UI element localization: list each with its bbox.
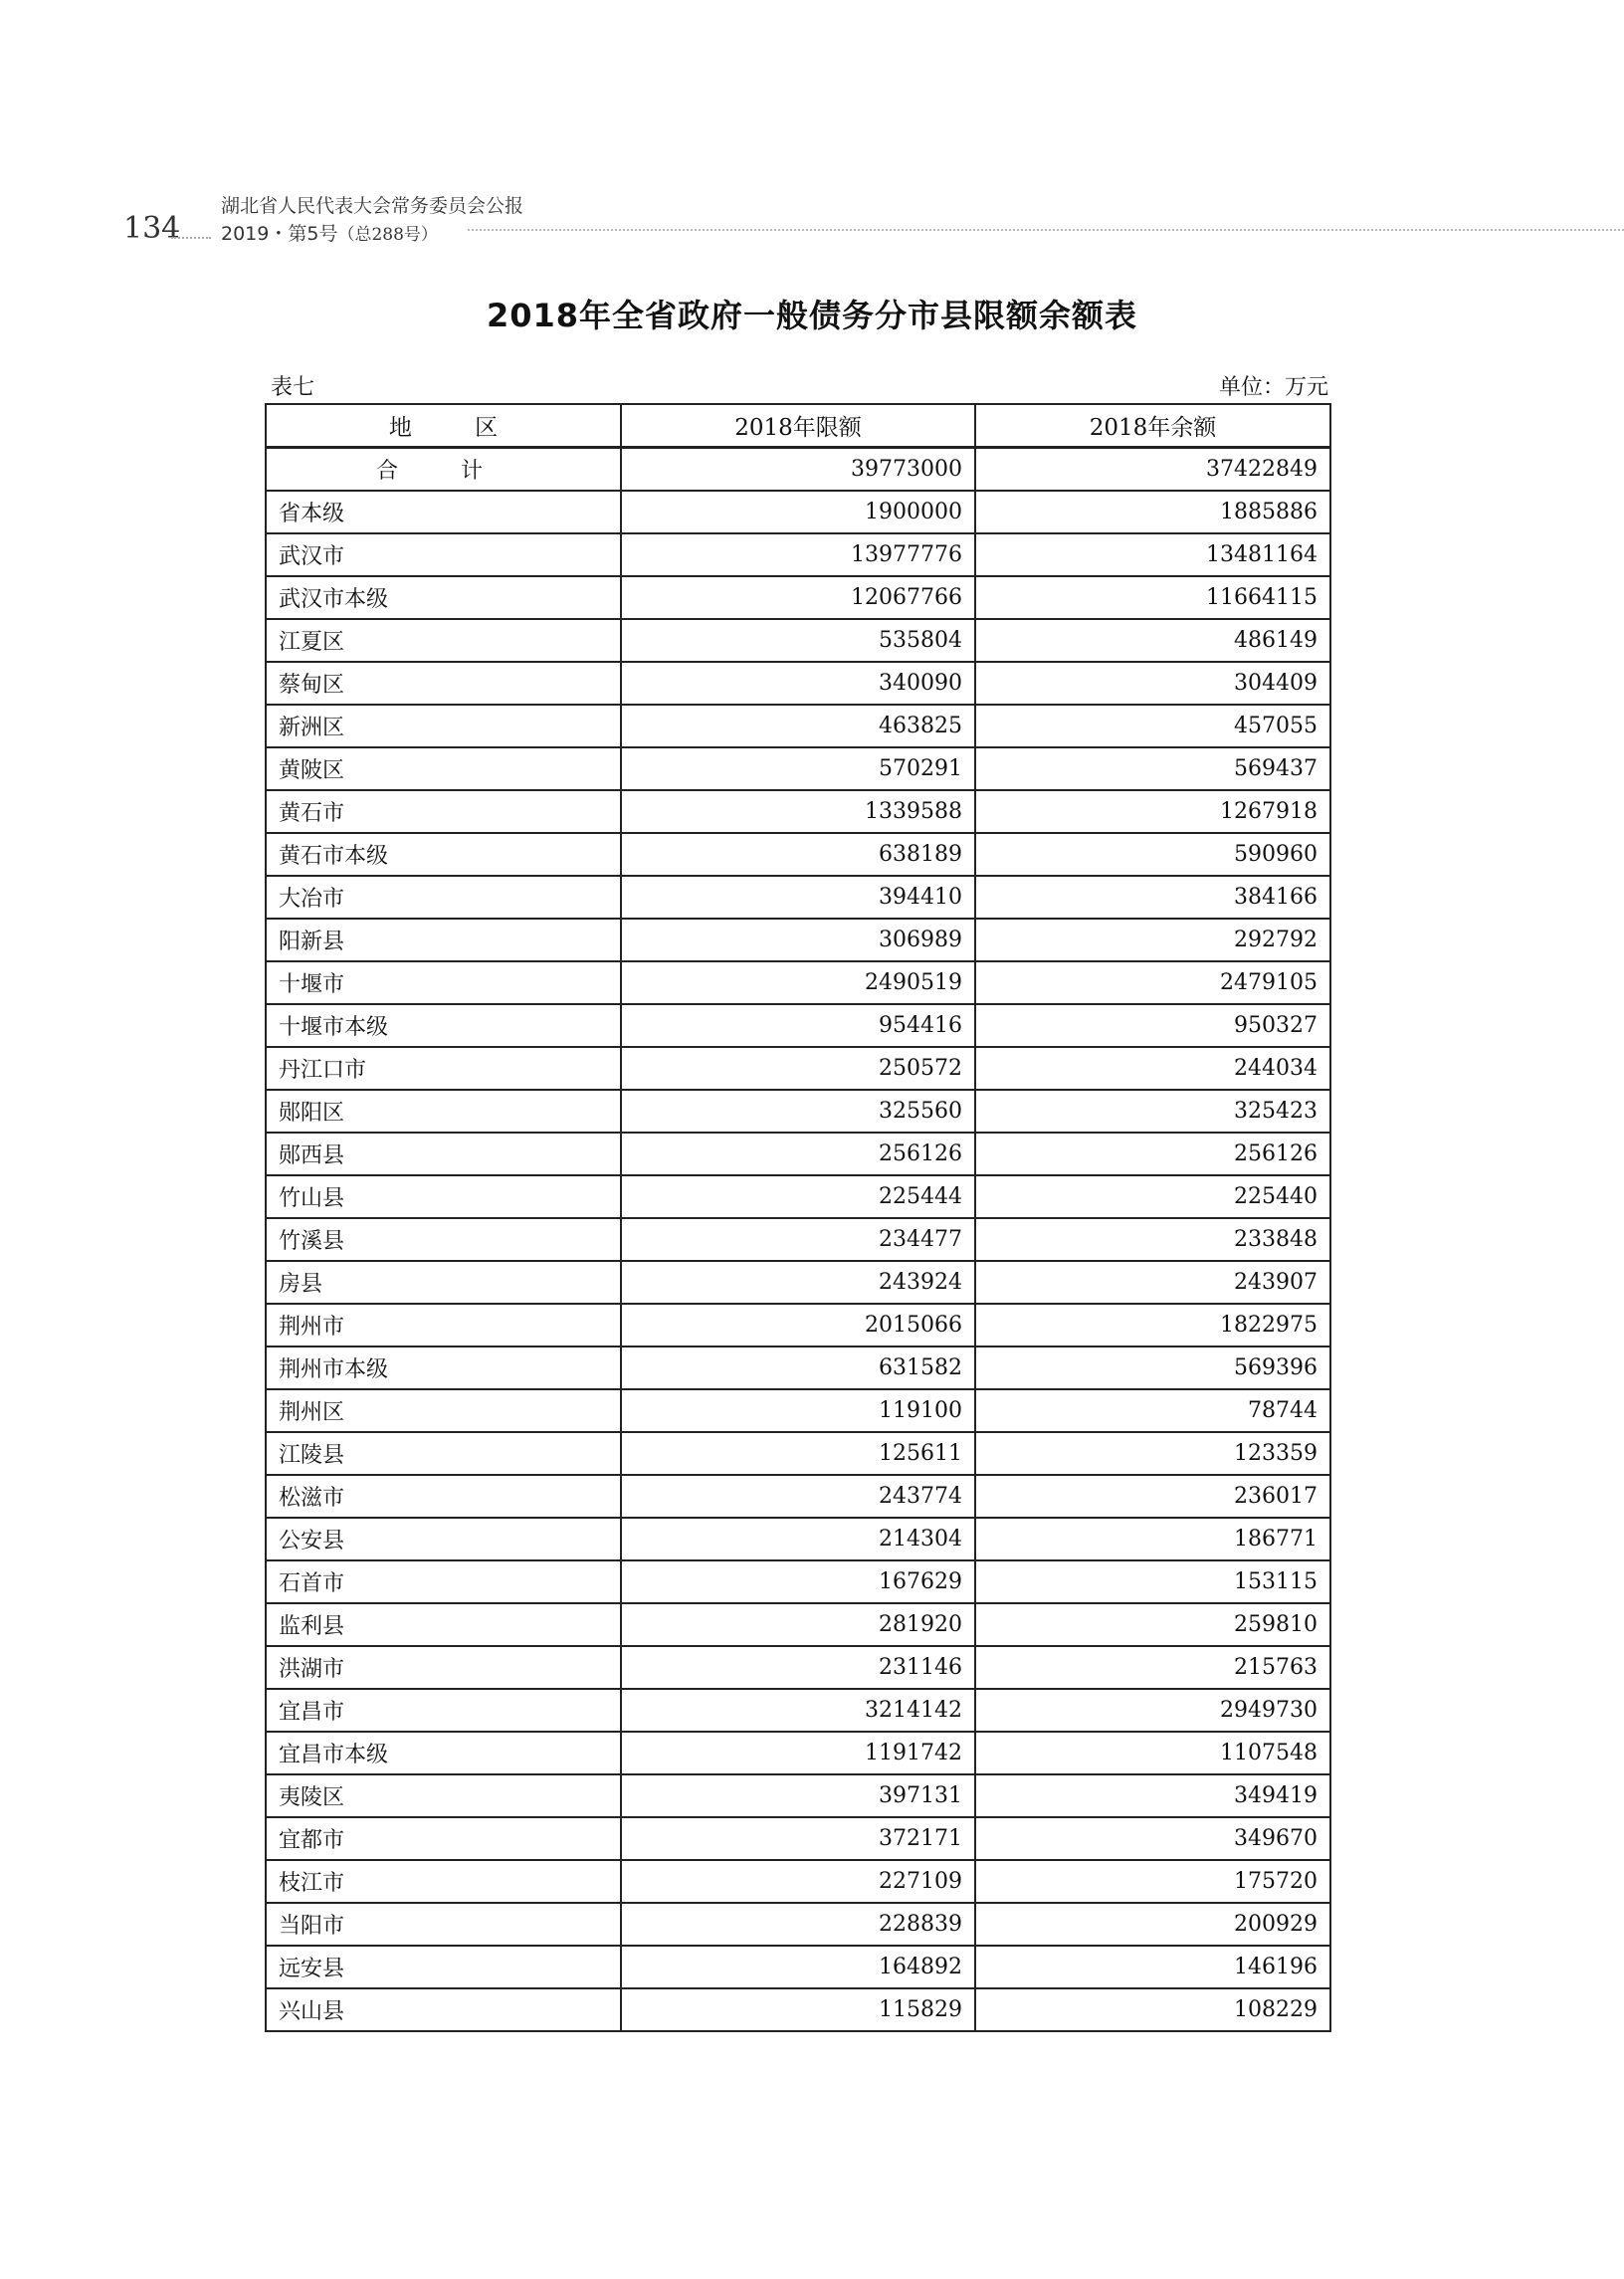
table-row <box>266 1560 1330 1603</box>
limit-cell: 227109 <box>621 1860 975 1903</box>
table-row <box>266 1175 1330 1218</box>
journal-title: 湖北省人民代表大会常务委员会公报 <box>221 195 524 217</box>
table-row <box>266 747 1330 790</box>
limit-cell: 39773000 <box>621 448 975 492</box>
unit-label: 单位：万元 <box>1218 375 1328 400</box>
table-row <box>266 961 1330 1004</box>
balance-cell: 236017 <box>975 1475 1330 1518</box>
region-cell: 宜昌市 <box>266 1689 621 1732</box>
region-cell: 枝江市 <box>266 1860 621 1903</box>
table-label: 表七 <box>271 375 315 400</box>
limit-cell: 638189 <box>621 833 975 876</box>
limit-cell: 954416 <box>621 1004 975 1047</box>
region-cell: 黄石市 <box>266 790 621 833</box>
balance-cell: 186771 <box>975 1518 1330 1560</box>
limit-cell: 2015066 <box>621 1304 975 1347</box>
page-number: 134 <box>123 211 181 246</box>
region-cell: 阳新县 <box>266 919 621 961</box>
table-row <box>266 1090 1330 1133</box>
balance-cell: 200929 <box>975 1903 1330 1946</box>
limit-cell: 164892 <box>621 1946 975 1988</box>
table-row <box>266 1261 1330 1304</box>
limit-cell: 234477 <box>621 1218 975 1261</box>
region-cell: 大冶市 <box>266 876 621 919</box>
region-cell: 新洲区 <box>266 705 621 747</box>
balance-cell: 486149 <box>975 619 1330 662</box>
region-cell: 江陵县 <box>266 1432 621 1475</box>
table-header-row <box>266 404 1330 448</box>
limit-cell: 119100 <box>621 1389 975 1432</box>
table-row <box>266 1603 1330 1646</box>
region-cell: 远安县 <box>266 1946 621 1988</box>
region-cell: 十堰市本级 <box>266 1004 621 1047</box>
limit-cell: 463825 <box>621 705 975 747</box>
region-cell: 十堰市 <box>266 961 621 1004</box>
limit-cell: 535804 <box>621 619 975 662</box>
limit-cell: 12067766 <box>621 576 975 619</box>
limit-cell: 2490519 <box>621 961 975 1004</box>
table-row <box>266 662 1330 705</box>
limit-cell: 250572 <box>621 1047 975 1090</box>
region-cell: 郧阳区 <box>266 1090 621 1133</box>
balance-cell: 13481164 <box>975 533 1330 576</box>
table-row <box>266 619 1330 662</box>
balance-cell: 292792 <box>975 919 1330 961</box>
limit-cell: 397131 <box>621 1774 975 1817</box>
table-row <box>266 1860 1330 1903</box>
table-row <box>266 1389 1330 1432</box>
column-header-region: 地 区 <box>266 404 621 448</box>
table-row <box>266 1946 1330 1988</box>
table-body <box>266 448 1330 2032</box>
table-row <box>266 876 1330 919</box>
balance-cell: 457055 <box>975 705 1330 747</box>
limit-cell: 1191742 <box>621 1732 975 1774</box>
region-cell: 夷陵区 <box>266 1774 621 1817</box>
region-cell: 竹山县 <box>266 1175 621 1218</box>
region-cell: 石首市 <box>266 1560 621 1603</box>
limit-cell: 3214142 <box>621 1689 975 1732</box>
balance-cell: 2479105 <box>975 961 1330 1004</box>
region-cell: 武汉市 <box>266 533 621 576</box>
limit-cell: 325560 <box>621 1090 975 1133</box>
region-cell: 省本级 <box>266 491 621 533</box>
region-cell: 荆州市本级 <box>266 1347 621 1389</box>
region-cell: 洪湖市 <box>266 1646 621 1689</box>
table-row <box>266 1304 1330 1347</box>
balance-cell: 225440 <box>975 1175 1330 1218</box>
balance-cell: 37422849 <box>975 448 1330 492</box>
limit-cell: 115829 <box>621 1988 975 2031</box>
table-row <box>266 833 1330 876</box>
balance-cell: 146196 <box>975 1946 1330 1988</box>
region-cell: 荆州市 <box>266 1304 621 1347</box>
limit-cell: 1900000 <box>621 491 975 533</box>
balance-cell: 1885886 <box>975 491 1330 533</box>
table-row <box>266 1774 1330 1817</box>
region-cell: 房县 <box>266 1261 621 1304</box>
column-header-balance: 2018年余额 <box>975 404 1330 448</box>
table-row <box>266 448 1330 492</box>
limit-cell: 13977776 <box>621 533 975 576</box>
balance-cell: 384166 <box>975 876 1330 919</box>
limit-cell: 570291 <box>621 747 975 790</box>
balance-cell: 233848 <box>975 1218 1330 1261</box>
limit-cell: 256126 <box>621 1133 975 1175</box>
balance-cell: 256126 <box>975 1133 1330 1175</box>
balance-cell: 123359 <box>975 1432 1330 1475</box>
debt-limit-table <box>265 403 1331 2032</box>
table-row <box>266 533 1330 576</box>
limit-cell: 228839 <box>621 1903 975 1946</box>
region-cell: 宜昌市本级 <box>266 1732 621 1774</box>
limit-cell: 225444 <box>621 1175 975 1218</box>
column-header-limit: 2018年限额 <box>621 404 975 448</box>
region-cell: 公安县 <box>266 1518 621 1560</box>
region-cell: 当阳市 <box>266 1903 621 1946</box>
limit-cell: 372171 <box>621 1817 975 1860</box>
region-cell: 竹溪县 <box>266 1218 621 1261</box>
balance-cell: 175720 <box>975 1860 1330 1903</box>
limit-cell: 167629 <box>621 1560 975 1603</box>
table-row <box>266 1047 1330 1090</box>
balance-cell: 244034 <box>975 1047 1330 1090</box>
header-dotted-rule-left <box>171 237 211 239</box>
table-row <box>266 491 1330 533</box>
region-cell: 宜都市 <box>266 1817 621 1860</box>
balance-cell: 108229 <box>975 1988 1330 2031</box>
region-cell: 兴山县 <box>266 1988 621 2031</box>
region-cell: 郧西县 <box>266 1133 621 1175</box>
limit-cell: 125611 <box>621 1432 975 1475</box>
table-row <box>266 705 1330 747</box>
total-issue-number: （总288号） <box>337 225 438 245</box>
region-cell: 松滋市 <box>266 1475 621 1518</box>
limit-cell: 394410 <box>621 876 975 919</box>
balance-cell: 2949730 <box>975 1689 1330 1732</box>
table-row <box>266 790 1330 833</box>
limit-cell: 243924 <box>621 1261 975 1304</box>
balance-cell: 1822975 <box>975 1304 1330 1347</box>
table-row <box>266 1475 1330 1518</box>
balance-cell: 349419 <box>975 1774 1330 1817</box>
running-header <box>0 189 1624 259</box>
balance-cell: 325423 <box>975 1090 1330 1133</box>
header-dotted-rule-right <box>468 229 1624 231</box>
region-cell: 武汉市本级 <box>266 576 621 619</box>
table-row <box>266 1988 1330 2031</box>
table-row <box>266 1347 1330 1389</box>
limit-cell: 214304 <box>621 1518 975 1560</box>
table-row <box>266 1903 1330 1946</box>
region-cell: 丹江口市 <box>266 1047 621 1090</box>
table-row <box>266 1732 1330 1774</box>
balance-cell: 215763 <box>975 1646 1330 1689</box>
balance-cell: 259810 <box>975 1603 1330 1646</box>
balance-cell: 569396 <box>975 1347 1330 1389</box>
balance-cell: 1107548 <box>975 1732 1330 1774</box>
limit-cell: 340090 <box>621 662 975 705</box>
limit-cell: 281920 <box>621 1603 975 1646</box>
table-row <box>266 1432 1330 1475</box>
table-row <box>266 1218 1330 1261</box>
balance-cell: 11664115 <box>975 576 1330 619</box>
table-row <box>266 1689 1330 1732</box>
limit-cell: 243774 <box>621 1475 975 1518</box>
limit-cell: 231146 <box>621 1646 975 1689</box>
issue-number: 2019・第5号 <box>221 223 338 245</box>
table-row <box>266 1817 1330 1860</box>
balance-cell: 950327 <box>975 1004 1330 1047</box>
table-row <box>266 576 1330 619</box>
table-row <box>266 1133 1330 1175</box>
balance-cell: 1267918 <box>975 790 1330 833</box>
journal-issue <box>221 219 438 246</box>
balance-cell: 304409 <box>975 662 1330 705</box>
region-cell: 黄石市本级 <box>266 833 621 876</box>
document-title: 2018年全省政府一般债务分市县限额余额表 <box>486 297 1138 334</box>
table-row <box>266 1518 1330 1560</box>
region-cell: 黄陂区 <box>266 747 621 790</box>
limit-cell: 306989 <box>621 919 975 961</box>
limit-cell: 1339588 <box>621 790 975 833</box>
region-cell: 蔡甸区 <box>266 662 621 705</box>
region-cell: 监利县 <box>266 1603 621 1646</box>
balance-cell: 569437 <box>975 747 1330 790</box>
table-row <box>266 1004 1330 1047</box>
balance-cell: 243907 <box>975 1261 1330 1304</box>
region-cell: 合 计 <box>266 448 621 492</box>
table-row <box>266 1646 1330 1689</box>
balance-cell: 153115 <box>975 1560 1330 1603</box>
region-cell: 荆州区 <box>266 1389 621 1432</box>
balance-cell: 78744 <box>975 1389 1330 1432</box>
table-row <box>266 919 1330 961</box>
limit-cell: 631582 <box>621 1347 975 1389</box>
balance-cell: 590960 <box>975 833 1330 876</box>
region-cell: 江夏区 <box>266 619 621 662</box>
balance-cell: 349670 <box>975 1817 1330 1860</box>
